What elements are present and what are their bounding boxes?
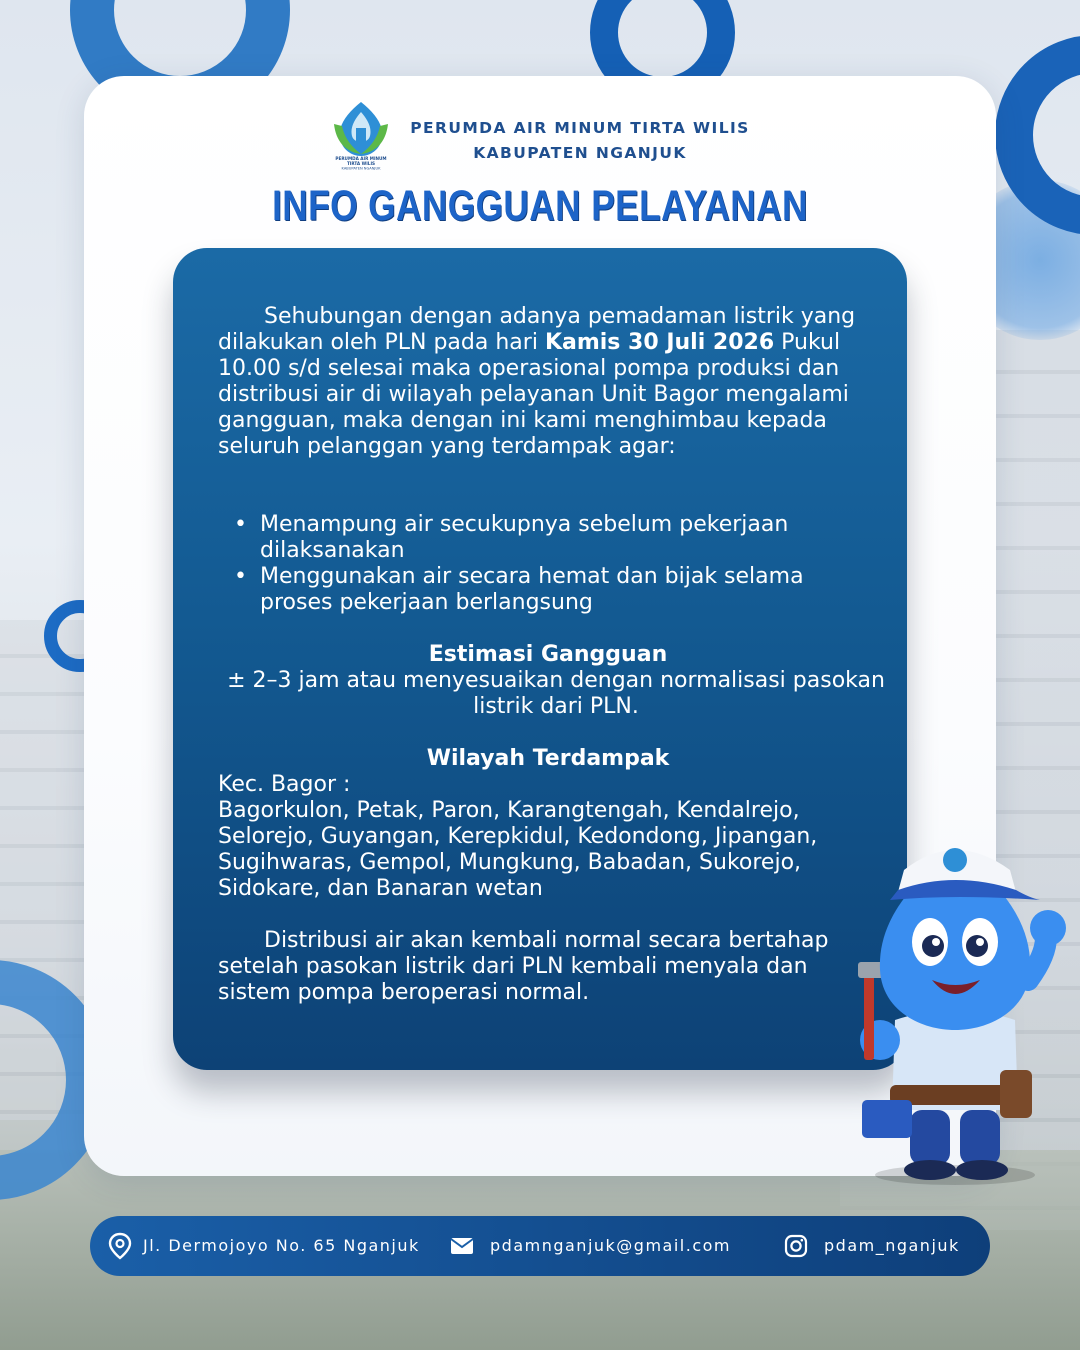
location-pin-icon xyxy=(106,1232,134,1260)
list-item: • Menggunakan air secara hemat dan bijak selama proses pekerjaan berlangsung xyxy=(218,564,878,616)
page-title: INFO GANGGUAN PELAYANAN xyxy=(272,182,808,230)
affected-area-heading: Wilayah Terdampak xyxy=(426,746,670,771)
notice-intro xyxy=(218,304,878,460)
water-drop-mascot xyxy=(840,830,1070,1190)
intro-text-start: Sehubungan dengan adanya pemadaman listrik yang dilakukan oleh PLN pada hari xyxy=(218,304,856,355)
intro-date: Kamis 30 Juli 2026 xyxy=(544,330,775,355)
closing-text: Distribusi air akan kembali normal secara bertahap setelah pasokan listrik dari PLN kembali menyala dan sistem pompa beroperasi normal. xyxy=(218,928,829,1005)
list-item: • Menampung air secukupnya sebelum pekerjaan dilaksanakan xyxy=(218,512,878,564)
logo-text-line2: TIRTA WILIS xyxy=(346,161,376,166)
organization-name-line1: PERUMDA AIR MINUM TIRTA WILIS xyxy=(410,119,750,137)
company-logo xyxy=(330,98,392,170)
mail-icon xyxy=(448,1232,476,1260)
footer-email[interactable]: pdamnganjuk@gmail.com xyxy=(490,1236,731,1255)
instagram-icon xyxy=(782,1232,810,1260)
estimate-text: ± 2–3 jam atau menyesuaikan dengan normalisasi pasokan listrik dari PLN. xyxy=(227,668,885,719)
estimate-heading: Estimasi Gangguan xyxy=(428,642,668,667)
intro-text-end: Pukul 10.00 s/d selesai maka operasional pompa produksi dan distribusi air di wilayah pelayanan Unit Bagor mengalami gangguan, maka dengan ini kami menghimbau kepada seluruh pelanggan yang terdampak agar: xyxy=(218,330,849,459)
logo-text-line3: KABUPATEN NGANJUK xyxy=(341,166,381,170)
village-list: Bagorkulon, Petak, Paron, Karangtengah, Kendalrejo, Selorejo, Guyangan, Kerepkidul, Kedondong, Jipangan, Sugihwaras, Gempol, Mungkung, Babadan, Sukorejo, Sidokare, dan Banaran wetan xyxy=(218,798,818,901)
advice-list xyxy=(218,512,878,616)
logo-text-line1: PERUMDA AIR MINUM xyxy=(335,156,387,161)
organization-name-line2: KABUPATEN NGANJUK xyxy=(473,144,687,162)
footer-instagram[interactable]: pdam_nganjuk xyxy=(824,1236,960,1255)
footer-address: Jl. Dermojoyo No. 65 Nganjuk xyxy=(143,1236,420,1255)
organization-name xyxy=(395,116,765,166)
district-label: Kec. Bagor : xyxy=(218,772,351,797)
